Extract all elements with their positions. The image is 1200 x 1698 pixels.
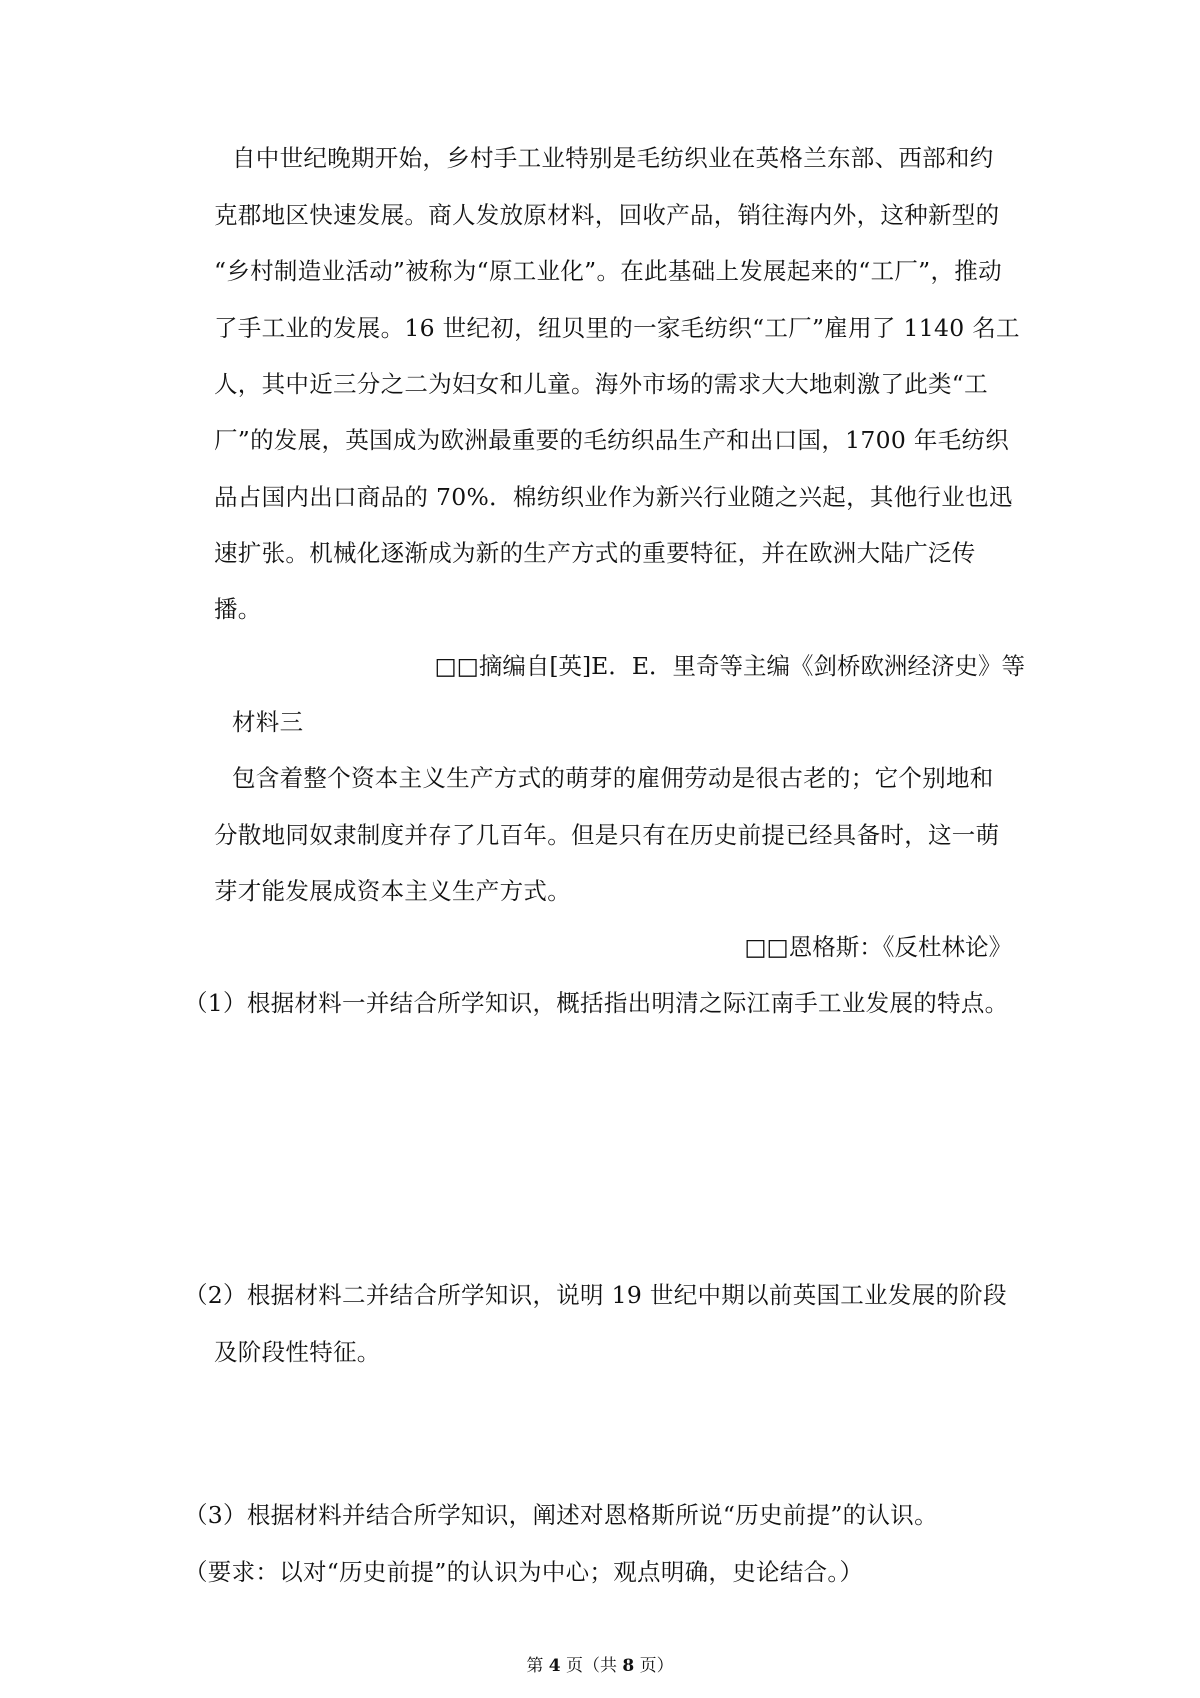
material2-line-9: 播。 xyxy=(214,595,262,623)
material2-line-4: 了手工业的发展。16 世纪初，纽贝里的一家毛纺织“工厂”雇用了 1140 名工 xyxy=(214,314,1020,342)
material3-source: □□恩格斯：《反杜林论》 xyxy=(744,933,1012,961)
footer-total-pages: 8 xyxy=(622,1656,635,1676)
material2-line-6: 厂”的发展，英国成为欧洲最重要的毛纺织品生产和出口国，1700 年毛纺织 xyxy=(214,426,1010,454)
question-3-line-1: （3）根据材料并结合所学知识，阐述对恩格斯所说“历史前提”的认识。 xyxy=(184,1501,938,1529)
question-1: （1）根据材料一并结合所学知识，概括指出明清之际江南手工业发展的特点。 xyxy=(184,989,1009,1017)
footer-middle: 页（共 xyxy=(560,1656,623,1676)
footer-suffix: 页） xyxy=(634,1656,674,1676)
material3-heading: 材料三 xyxy=(232,708,304,736)
material2-line-1: 自中世纪晚期开始，乡村手工业特别是毛纺织业在英格兰东部、西部和约 xyxy=(232,144,994,172)
material3-line-1: 包含着整个资本主义生产方式的萌芽的雇佣劳动是很古老的；它个别地和 xyxy=(232,764,994,792)
material2-line-2: 克郡地区快速发展。商人发放原材料，回收产品，销往海内外，这种新型的 xyxy=(214,201,1000,229)
question-2-line-2: 及阶段性特征。 xyxy=(214,1338,381,1366)
footer-prefix: 第 xyxy=(526,1656,549,1676)
question-2-line-1: （2）根据材料二并结合所学知识，说明 19 世纪中期以前英国工业发展的阶段 xyxy=(184,1281,1007,1309)
material2-line-8: 速扩张。机械化逐渐成为新的生产方式的重要特征，并在欧洲大陆广泛传 xyxy=(214,539,976,567)
material3-line-2: 分散地同奴隶制度并存了几百年。但是只有在历史前提已经具备时，这一萌 xyxy=(214,821,1000,849)
material3-line-3: 芽才能发展成资本主义生产方式。 xyxy=(214,877,571,905)
material2-line-3: “乡村制造业活动”被称为“原工业化”。在此基础上发展起来的“工厂”，推动 xyxy=(214,257,1002,285)
material2-source: □□摘编自[英]E．E．里奇等主编《剑桥欧洲经济史》等 xyxy=(434,652,1025,680)
page-footer xyxy=(0,1655,1200,1677)
question-3-line-2: （要求：以对“历史前提”的认识为中心；观点明确，史论结合。） xyxy=(184,1558,864,1586)
material2-line-7: 品占国内出口商品的 70%．棉纺织业作为新兴行业随之兴起，其他行业也迅 xyxy=(214,483,1013,511)
footer-page-number: 4 xyxy=(548,1656,561,1676)
material2-line-5: 人，其中近三分之二为妇女和儿童。海外市场的需求大大地刺激了此类“工 xyxy=(214,370,988,398)
